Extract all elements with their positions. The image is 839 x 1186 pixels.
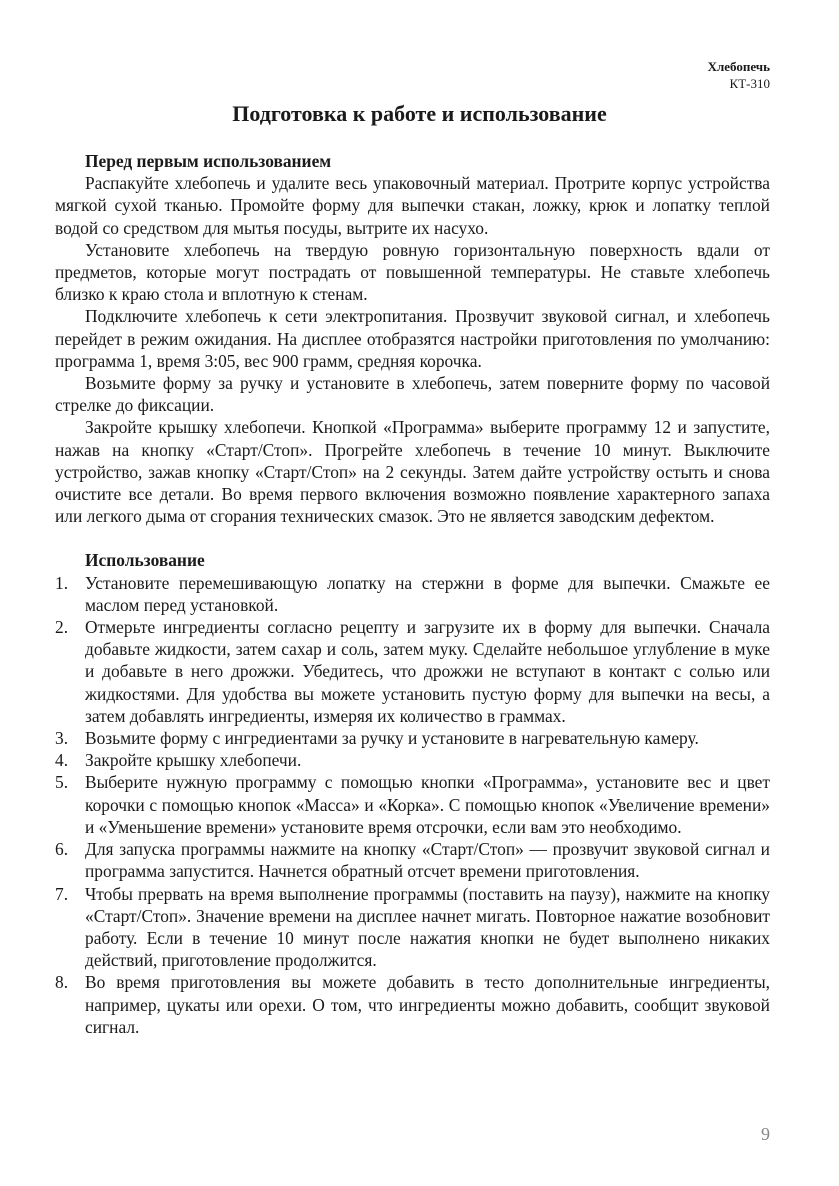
list-item-text: Возьмите форму с ингредиентами за ручку и установите в нагревательную камеру. <box>85 728 699 749</box>
list-item <box>55 883 770 972</box>
list-item-number: 3. <box>55 728 69 749</box>
list-item <box>55 771 770 838</box>
list-item <box>55 616 770 727</box>
list-item-text: Чтобы прервать на время выполнение программы (поставить на паузу), нажмите на кнопку «Старт/Стоп». Значение времени на дисплее начнет мигать. Повторное нажатие возобновит работу. Если в течение 10 минут после нажатия кнопки не будет выполнено никаких действий, приготовление продолжится. <box>85 883 770 971</box>
usage-steps-list <box>55 572 770 1038</box>
section-heading-usage: Использование <box>85 550 205 571</box>
list-item-number: 4. <box>55 750 69 771</box>
paragraph: Подключите хлебопечь к сети электропитания. Прозвучит звуковой сигнал, и хлебопечь перейдет в режим ожидания. На дисплее отобразятся настройки приготовления по умолчанию: программа 1, время 3:05, вес 900 грамм, средняя корочка. <box>55 306 770 371</box>
paragraph: Установите хлебопечь на твердую ровную горизонтальную поверхность вдали от предметов, которые могут пострадать от повышенной температуры. Не ставьте хлебопечь близко к краю стола и вплотную к стенам. <box>55 239 770 305</box>
list-item-text: Выберите нужную программу с помощью кнопки «Программа», установите вес и цвет корочки с помощью кнопок «Масса» и «Корка». С помощью кнопок «Увеличение времени» и «Уменьшение времени» установите время отсрочки, если вам это необходимо. <box>85 772 770 837</box>
page-number: 9 <box>761 1124 770 1144</box>
list-item <box>55 971 770 1038</box>
list-item-text: Отмерьте ингредиенты согласно рецепту и загрузите их в форму для выпечки. Сначала добавьте жидкости, затем сахар и соль, затем муку. Сделайте небольшое углубление в муке и добавьте в него дрожжи. Убедитесь, что дрожжи не вступают в контакт с солью или жидкостями. Для удобства вы можете установить пустую форму для выпечки на весы, а затем добавлять ингредиенты, измеряя их количество в граммах. <box>85 617 770 726</box>
list-item <box>55 727 770 749</box>
list-item-number: 7. <box>55 883 69 904</box>
paragraph: Распакуйте хлебопечь и удалите весь упаковочный материал. Протрите корпус устройства мягкой сухой тканью. Промойте форму для выпечки стакан, ложку, крюк и лопатку теплой водой со средством для мытья посуды, вытрите их насухо. <box>55 173 770 238</box>
document-body <box>55 150 770 1038</box>
list-item-text: Для запуска программы нажмите на кнопку «Старт/Стоп» — прозвучит звуковой сигнал и программа запустится. Начнется обратный отсчет времени приготовления. <box>85 839 770 882</box>
section-spacer <box>55 527 770 549</box>
list-item-text: Установите перемешивающую лопатку на стержни в форме для выпечки. Смажьте ее маслом перед установкой. <box>85 572 770 615</box>
list-item-text: Во время приготовления вы можете добавить в тесто дополнительные ингредиенты, например, цукаты или орехи. О том, что ингредиенты можно добавить, сообщит звуковой сигнал. <box>85 972 770 1037</box>
page-title: Подготовка к работе и использование <box>232 101 607 126</box>
header-model-number: КТ-310 <box>729 76 770 91</box>
list-item-text: Закройте крышку хлебопечи. <box>85 750 302 771</box>
list-item-number: 2. <box>55 617 69 638</box>
paragraph: Закройте крышку хлебопечи. Кнопкой «Программа» выберите программу 12 и запустите, нажав на кнопку «Старт/Стоп». Прогрейте хлебопечь в течение 10 минут. Выключите устройство, зажав кнопку «Старт/Стоп» на 2 секунды. Затем дайте устройству остыть и снова очистите все детали. Во время первого включения возможно появление характерного запаха или легкого дыма от сгорания технических смазок. Это не является заводским дефектом. <box>55 417 770 527</box>
list-item <box>55 749 770 771</box>
paragraph: Возьмите форму за ручку и установите в хлебопечь, затем поверните форму по часовой стрелке до фиксации. <box>55 373 770 416</box>
list-item-number: 5. <box>55 772 69 793</box>
header-product-name: Хлебопечь <box>707 59 770 74</box>
list-item-number: 8. <box>55 972 69 993</box>
list-item-number: 1. <box>55 572 69 593</box>
page-header <box>708 58 770 92</box>
list-item <box>55 838 770 882</box>
list-item-number: 6. <box>55 839 69 860</box>
section-heading-before-first-use: Перед первым использованием <box>85 151 332 171</box>
list-item <box>55 572 770 616</box>
